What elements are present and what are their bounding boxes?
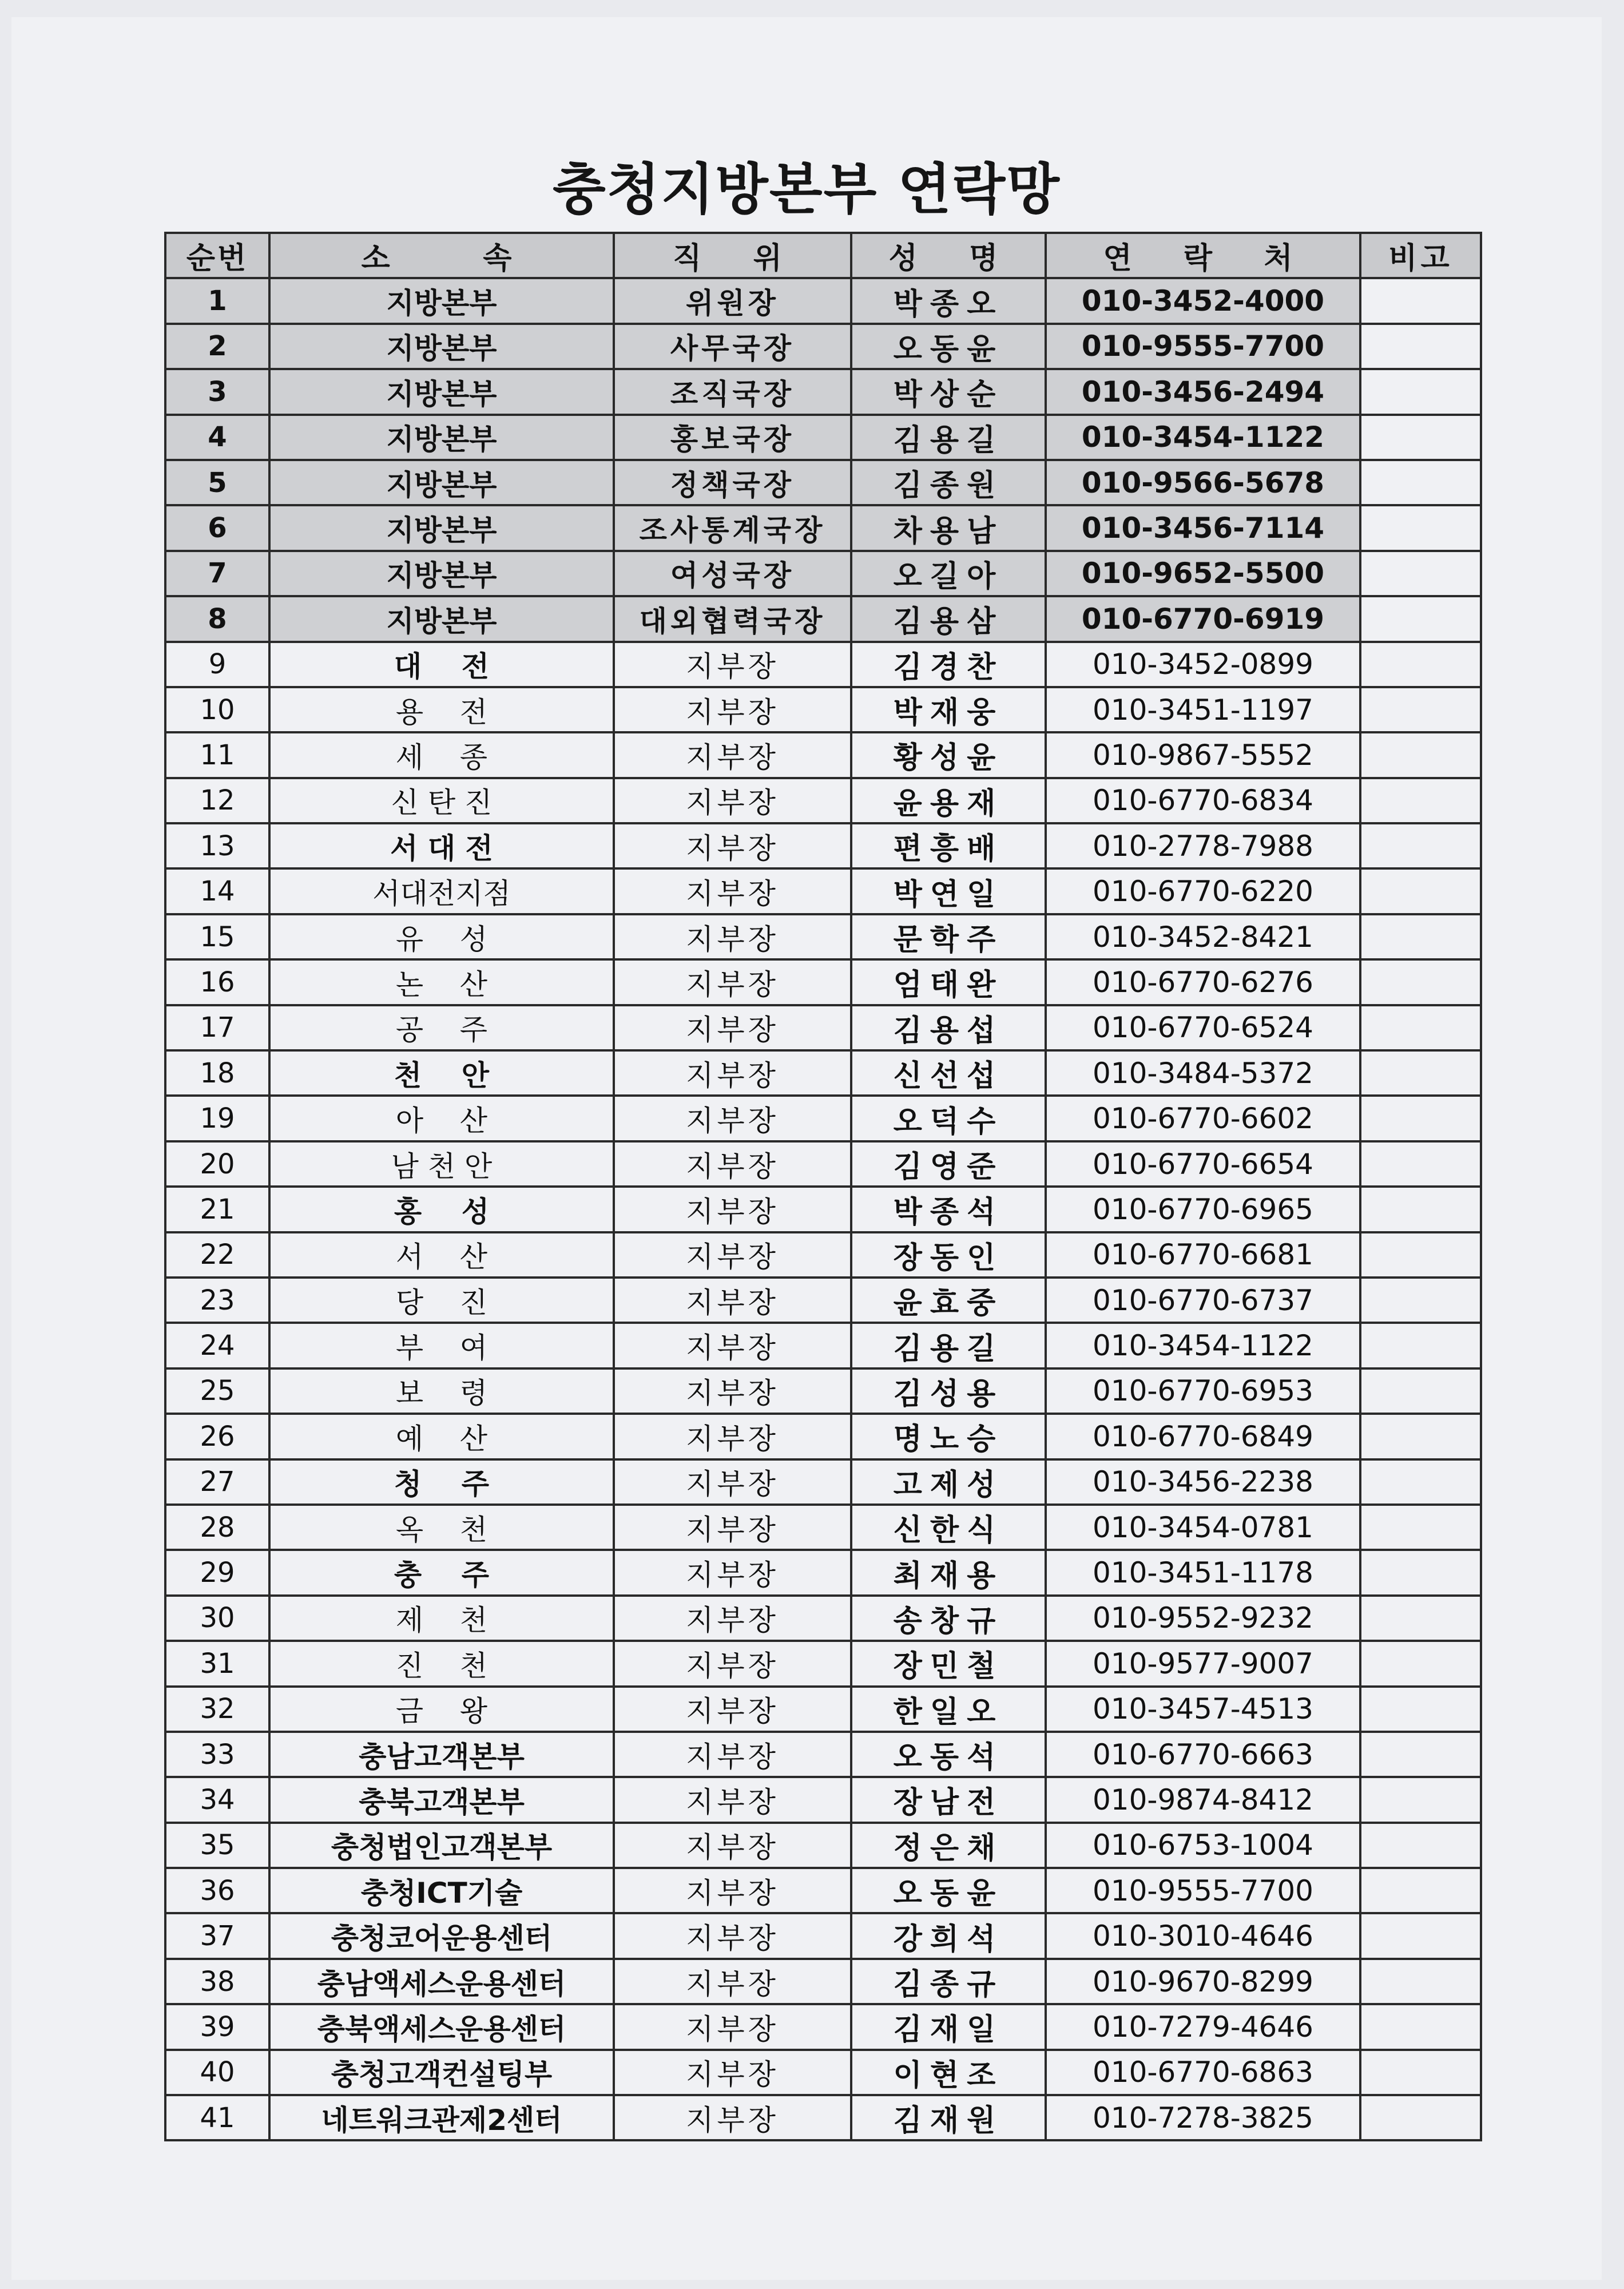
row-position: 지부장 (614, 2095, 851, 2140)
row-name: 오동윤 (851, 324, 1046, 369)
row-position: 위원장 (614, 278, 851, 323)
header-name: 성 명 (851, 233, 1046, 278)
row-name: 김용섭 (851, 1005, 1046, 1050)
row-note (1360, 642, 1481, 687)
table-row (165, 1096, 1481, 1141)
row-number: 19 (165, 1096, 269, 1141)
header-note: 비고 (1360, 233, 1481, 278)
table-row (165, 505, 1481, 550)
row-number: 8 (165, 596, 269, 641)
row-name: 정은채 (851, 1823, 1046, 1868)
table-row (165, 1550, 1481, 1595)
row-affiliation: 지방본부 (269, 596, 614, 641)
table-row (165, 1641, 1481, 1686)
row-phone: 010-3451-1178 (1046, 1550, 1360, 1595)
row-phone: 010-3452-4000 (1046, 278, 1360, 323)
row-phone: 010-3456-7114 (1046, 505, 1360, 550)
row-name: 오길아 (851, 551, 1046, 596)
row-phone: 010-6770-6654 (1046, 1141, 1360, 1187)
row-phone: 010-6770-6276 (1046, 959, 1360, 1005)
row-number: 22 (165, 1232, 269, 1278)
row-affiliation: 지방본부 (269, 278, 614, 323)
row-phone: 010-2778-7988 (1046, 823, 1360, 868)
table-row (165, 596, 1481, 641)
row-affiliation: 대 전 (269, 642, 614, 687)
row-number: 21 (165, 1187, 269, 1232)
header-row (165, 233, 1481, 278)
row-number: 4 (165, 415, 269, 460)
table-row (165, 1368, 1481, 1414)
row-note (1360, 687, 1481, 732)
row-note (1360, 1777, 1481, 1822)
row-note (1360, 2004, 1481, 2049)
row-number: 9 (165, 642, 269, 687)
row-phone: 010-6770-6220 (1046, 868, 1360, 914)
row-position: 지부장 (614, 1050, 851, 1096)
row-note (1360, 2095, 1481, 2140)
row-position: 지부장 (614, 1368, 851, 1414)
table-row (165, 1459, 1481, 1505)
row-affiliation: 세 종 (269, 732, 614, 777)
table-row (165, 2004, 1481, 2049)
row-affiliation: 진 천 (269, 1641, 614, 1686)
row-position: 지부장 (614, 1913, 851, 1958)
row-phone: 010-6770-6953 (1046, 1368, 1360, 1414)
row-phone: 010-6770-6602 (1046, 1096, 1360, 1141)
row-number: 27 (165, 1459, 269, 1505)
row-phone: 010-9874-8412 (1046, 1777, 1360, 1822)
row-note (1360, 505, 1481, 550)
row-phone: 010-6770-6681 (1046, 1232, 1360, 1278)
row-note (1360, 1459, 1481, 1505)
row-affiliation: 신 탄 진 (269, 778, 614, 823)
row-name: 한일오 (851, 1687, 1046, 1732)
row-note (1360, 1959, 1481, 2004)
row-position: 지부장 (614, 778, 851, 823)
row-note (1360, 1732, 1481, 1777)
row-number: 6 (165, 505, 269, 550)
row-note (1360, 1596, 1481, 1641)
row-note (1360, 959, 1481, 1005)
row-name: 장남전 (851, 1777, 1046, 1822)
row-affiliation: 충남고객본부 (269, 1732, 614, 1777)
row-number: 20 (165, 1141, 269, 1187)
row-number: 5 (165, 460, 269, 505)
row-number: 17 (165, 1005, 269, 1050)
row-position: 사무국장 (614, 324, 851, 369)
row-affiliation: 청 주 (269, 1459, 614, 1505)
document-sheet (11, 17, 1602, 2280)
row-affiliation: 네트워크관제2센터 (269, 2095, 614, 2140)
row-number: 41 (165, 2095, 269, 2140)
row-phone: 010-6770-6737 (1046, 1278, 1360, 1323)
row-affiliation: 충청고객컨설팅부 (269, 2050, 614, 2095)
row-position: 지부장 (614, 1232, 851, 1278)
contact-table (164, 232, 1482, 2141)
row-position: 대외협력국장 (614, 596, 851, 641)
row-position: 지부장 (614, 1732, 851, 1777)
row-position: 지부장 (614, 1459, 851, 1505)
row-name: 문학주 (851, 914, 1046, 959)
table-row (165, 1959, 1481, 2004)
table-row (165, 278, 1481, 323)
row-affiliation: 서 대 전 (269, 823, 614, 868)
row-phone: 010-3457-4513 (1046, 1687, 1360, 1732)
row-note (1360, 778, 1481, 823)
row-affiliation: 충북고객본부 (269, 1777, 614, 1822)
row-number: 32 (165, 1687, 269, 1732)
row-position: 지부장 (614, 1596, 851, 1641)
table-row (165, 324, 1481, 369)
row-phone: 010-3454-0781 (1046, 1505, 1360, 1550)
row-note (1360, 1141, 1481, 1187)
row-position: 지부장 (614, 732, 851, 777)
row-name: 장동인 (851, 1232, 1046, 1278)
row-phone: 010-6770-6849 (1046, 1414, 1360, 1459)
row-name: 김용삼 (851, 596, 1046, 641)
row-position: 정책국장 (614, 460, 851, 505)
row-phone: 010-6770-6863 (1046, 2050, 1360, 2095)
row-name: 편흥배 (851, 823, 1046, 868)
table-row (165, 868, 1481, 914)
row-note (1360, 1278, 1481, 1323)
row-position: 지부장 (614, 1005, 851, 1050)
table-row (165, 1777, 1481, 1822)
row-note (1360, 1187, 1481, 1232)
row-name: 김종규 (851, 1959, 1046, 2004)
row-affiliation: 용 전 (269, 687, 614, 732)
table-row (165, 1232, 1481, 1278)
row-position: 지부장 (614, 1278, 851, 1323)
row-note (1360, 1368, 1481, 1414)
row-phone: 010-3456-2238 (1046, 1459, 1360, 1505)
row-number: 29 (165, 1550, 269, 1595)
row-note (1360, 823, 1481, 868)
row-name: 김경찬 (851, 642, 1046, 687)
row-number: 26 (165, 1414, 269, 1459)
row-number: 15 (165, 914, 269, 959)
row-number: 36 (165, 1868, 269, 1913)
row-number: 23 (165, 1278, 269, 1323)
row-phone: 010-3454-1122 (1046, 415, 1360, 460)
row-name: 박상순 (851, 369, 1046, 414)
row-note (1360, 1913, 1481, 1958)
row-phone: 010-9652-5500 (1046, 551, 1360, 596)
row-affiliation: 서대전지점 (269, 868, 614, 914)
row-number: 14 (165, 868, 269, 914)
row-number: 37 (165, 1913, 269, 1958)
row-name: 김재원 (851, 2095, 1046, 2140)
row-name: 오덕수 (851, 1096, 1046, 1141)
row-affiliation: 충청코어운용센터 (269, 1913, 614, 1958)
header-position: 직 위 (614, 233, 851, 278)
row-position: 지부장 (614, 1505, 851, 1550)
row-phone: 010-9555-7700 (1046, 1868, 1360, 1913)
row-name: 윤용재 (851, 778, 1046, 823)
row-affiliation: 옥 천 (269, 1505, 614, 1550)
row-name: 명노승 (851, 1414, 1046, 1459)
row-position: 지부장 (614, 1959, 851, 2004)
row-phone: 010-6753-1004 (1046, 1823, 1360, 1868)
row-affiliation: 예 산 (269, 1414, 614, 1459)
row-number: 39 (165, 2004, 269, 2049)
row-position: 지부장 (614, 1687, 851, 1732)
table-row (165, 1823, 1481, 1868)
row-affiliation: 보 령 (269, 1368, 614, 1414)
row-number: 35 (165, 1823, 269, 1868)
row-affiliation: 논 산 (269, 959, 614, 1005)
row-note (1360, 732, 1481, 777)
row-position: 지부장 (614, 1550, 851, 1595)
row-affiliation: 공 주 (269, 1005, 614, 1050)
row-note (1360, 914, 1481, 959)
row-number: 38 (165, 1959, 269, 2004)
row-affiliation: 천 안 (269, 1050, 614, 1096)
row-position: 여성국장 (614, 551, 851, 596)
row-position: 지부장 (614, 823, 851, 868)
table-row (165, 369, 1481, 414)
row-name: 박종석 (851, 1187, 1046, 1232)
row-name: 박종오 (851, 278, 1046, 323)
table-row (165, 1323, 1481, 1368)
row-note (1360, 1323, 1481, 1368)
row-note (1360, 1823, 1481, 1868)
header-phone: 연 락 처 (1046, 233, 1360, 278)
row-position: 지부장 (614, 1868, 851, 1913)
row-number: 33 (165, 1732, 269, 1777)
row-name: 김재일 (851, 2004, 1046, 2049)
row-affiliation: 충청법인고객본부 (269, 1823, 614, 1868)
row-position: 지부장 (614, 1641, 851, 1686)
row-number: 7 (165, 551, 269, 596)
row-number: 28 (165, 1505, 269, 1550)
row-position: 지부장 (614, 1777, 851, 1822)
row-name: 김용길 (851, 415, 1046, 460)
row-position: 지부장 (614, 1141, 851, 1187)
row-number: 24 (165, 1323, 269, 1368)
row-position: 지부장 (614, 868, 851, 914)
row-number: 10 (165, 687, 269, 732)
table-row (165, 1868, 1481, 1913)
row-number: 13 (165, 823, 269, 868)
row-phone: 010-6770-6965 (1046, 1187, 1360, 1232)
row-phone: 010-3456-2494 (1046, 369, 1360, 414)
row-position: 지부장 (614, 1823, 851, 1868)
row-name: 차용남 (851, 505, 1046, 550)
table-row (165, 1414, 1481, 1459)
row-note (1360, 1414, 1481, 1459)
row-name: 윤효중 (851, 1278, 1046, 1323)
row-affiliation: 제 천 (269, 1596, 614, 1641)
row-position: 조사통계국장 (614, 505, 851, 550)
row-name: 엄태완 (851, 959, 1046, 1005)
table-row (165, 959, 1481, 1005)
row-position: 지부장 (614, 959, 851, 1005)
table-row (165, 642, 1481, 687)
row-note (1360, 2050, 1481, 2095)
row-phone: 010-3454-1122 (1046, 1323, 1360, 1368)
row-number: 18 (165, 1050, 269, 1096)
row-number: 34 (165, 1777, 269, 1822)
row-position: 지부장 (614, 914, 851, 959)
table-row (165, 551, 1481, 596)
row-position: 지부장 (614, 642, 851, 687)
table-row (165, 778, 1481, 823)
table-row (165, 1687, 1481, 1732)
row-phone: 010-3484-5372 (1046, 1050, 1360, 1096)
row-note (1360, 1641, 1481, 1686)
row-note (1360, 1868, 1481, 1913)
row-position: 지부장 (614, 2004, 851, 2049)
row-affiliation: 부 여 (269, 1323, 614, 1368)
row-note (1360, 551, 1481, 596)
row-phone: 010-3451-1197 (1046, 687, 1360, 732)
table-row (165, 1141, 1481, 1187)
row-affiliation: 지방본부 (269, 460, 614, 505)
row-phone: 010-3452-8421 (1046, 914, 1360, 959)
row-phone: 010-6770-6663 (1046, 1732, 1360, 1777)
row-name: 김용길 (851, 1323, 1046, 1368)
page-title: 충청지방본부 연락망 (552, 157, 1061, 221)
table-row (165, 2095, 1481, 2140)
row-name: 최재용 (851, 1550, 1046, 1595)
row-name: 오동석 (851, 1732, 1046, 1777)
table-row (165, 1732, 1481, 1777)
row-number: 3 (165, 369, 269, 414)
row-phone: 010-6770-6524 (1046, 1005, 1360, 1050)
row-note (1360, 1550, 1481, 1595)
row-note (1360, 278, 1481, 323)
row-number: 11 (165, 732, 269, 777)
row-name: 김종원 (851, 460, 1046, 505)
table-row (165, 1187, 1481, 1232)
table-row (165, 1278, 1481, 1323)
table-row (165, 2050, 1481, 2095)
row-number: 40 (165, 2050, 269, 2095)
row-name: 김성용 (851, 1368, 1046, 1414)
row-note (1360, 1005, 1481, 1050)
row-phone: 010-6770-6834 (1046, 778, 1360, 823)
row-position: 지부장 (614, 1096, 851, 1141)
table-row (165, 1913, 1481, 1958)
row-affiliation: 충청ICT기술 (269, 1868, 614, 1913)
table-row (165, 732, 1481, 777)
row-phone: 010-7279-4646 (1046, 2004, 1360, 2049)
row-affiliation: 충북액세스운용센터 (269, 2004, 614, 2049)
row-affiliation: 서 산 (269, 1232, 614, 1278)
row-name: 장민철 (851, 1641, 1046, 1686)
row-number: 2 (165, 324, 269, 369)
row-note (1360, 596, 1481, 641)
row-position: 지부장 (614, 2050, 851, 2095)
row-position: 지부장 (614, 1414, 851, 1459)
row-affiliation: 충 주 (269, 1550, 614, 1595)
table-row (165, 1596, 1481, 1641)
row-affiliation: 지방본부 (269, 324, 614, 369)
row-name: 박연일 (851, 868, 1046, 914)
row-affiliation: 남 천 안 (269, 1141, 614, 1187)
row-phone: 010-9577-9007 (1046, 1641, 1360, 1686)
row-affiliation: 지방본부 (269, 369, 614, 414)
row-phone: 010-7278-3825 (1046, 2095, 1360, 2140)
row-note (1360, 324, 1481, 369)
row-phone: 010-9867-5552 (1046, 732, 1360, 777)
row-name: 송창규 (851, 1596, 1046, 1641)
row-affiliation: 홍 성 (269, 1187, 614, 1232)
row-name: 고제성 (851, 1459, 1046, 1505)
row-phone: 010-9552-9232 (1046, 1596, 1360, 1641)
row-note (1360, 369, 1481, 414)
row-name: 강희석 (851, 1913, 1046, 1958)
row-name: 김영준 (851, 1141, 1046, 1187)
table-row (165, 687, 1481, 732)
table-row (165, 1005, 1481, 1050)
row-affiliation: 유 성 (269, 914, 614, 959)
row-number: 31 (165, 1641, 269, 1686)
row-name: 오동윤 (851, 1868, 1046, 1913)
header-affiliation: 소 속 (269, 233, 614, 278)
row-note (1360, 415, 1481, 460)
row-number: 16 (165, 959, 269, 1005)
table-row (165, 460, 1481, 505)
row-note (1360, 1687, 1481, 1732)
row-note (1360, 1232, 1481, 1278)
table-row (165, 914, 1481, 959)
row-name: 신선섭 (851, 1050, 1046, 1096)
row-phone: 010-3010-4646 (1046, 1913, 1360, 1958)
header-no: 순번 (165, 233, 269, 278)
row-number: 30 (165, 1596, 269, 1641)
row-affiliation: 지방본부 (269, 415, 614, 460)
row-position: 조직국장 (614, 369, 851, 414)
table-row (165, 1050, 1481, 1096)
row-position: 지부장 (614, 1323, 851, 1368)
row-phone: 010-9555-7700 (1046, 324, 1360, 369)
row-number: 12 (165, 778, 269, 823)
row-name: 박재웅 (851, 687, 1046, 732)
row-affiliation: 아 산 (269, 1096, 614, 1141)
row-position: 지부장 (614, 1187, 851, 1232)
row-phone: 010-3452-0899 (1046, 642, 1360, 687)
row-affiliation: 충남액세스운용센터 (269, 1959, 614, 2004)
row-phone: 010-9566-5678 (1046, 460, 1360, 505)
row-affiliation: 금 왕 (269, 1687, 614, 1732)
row-affiliation: 당 진 (269, 1278, 614, 1323)
row-note (1360, 1096, 1481, 1141)
row-name: 신한식 (851, 1505, 1046, 1550)
row-phone: 010-9670-8299 (1046, 1959, 1360, 2004)
row-note (1360, 460, 1481, 505)
table-row (165, 1505, 1481, 1550)
row-position: 홍보국장 (614, 415, 851, 460)
row-note (1360, 1505, 1481, 1550)
row-number: 25 (165, 1368, 269, 1414)
table-row (165, 415, 1481, 460)
row-name: 이현조 (851, 2050, 1046, 2095)
row-affiliation: 지방본부 (269, 505, 614, 550)
row-affiliation: 지방본부 (269, 551, 614, 596)
row-note (1360, 1050, 1481, 1096)
row-phone: 010-6770-6919 (1046, 596, 1360, 641)
row-number: 1 (165, 278, 269, 323)
table-row (165, 823, 1481, 868)
row-note (1360, 868, 1481, 914)
row-name: 황성윤 (851, 732, 1046, 777)
row-position: 지부장 (614, 687, 851, 732)
